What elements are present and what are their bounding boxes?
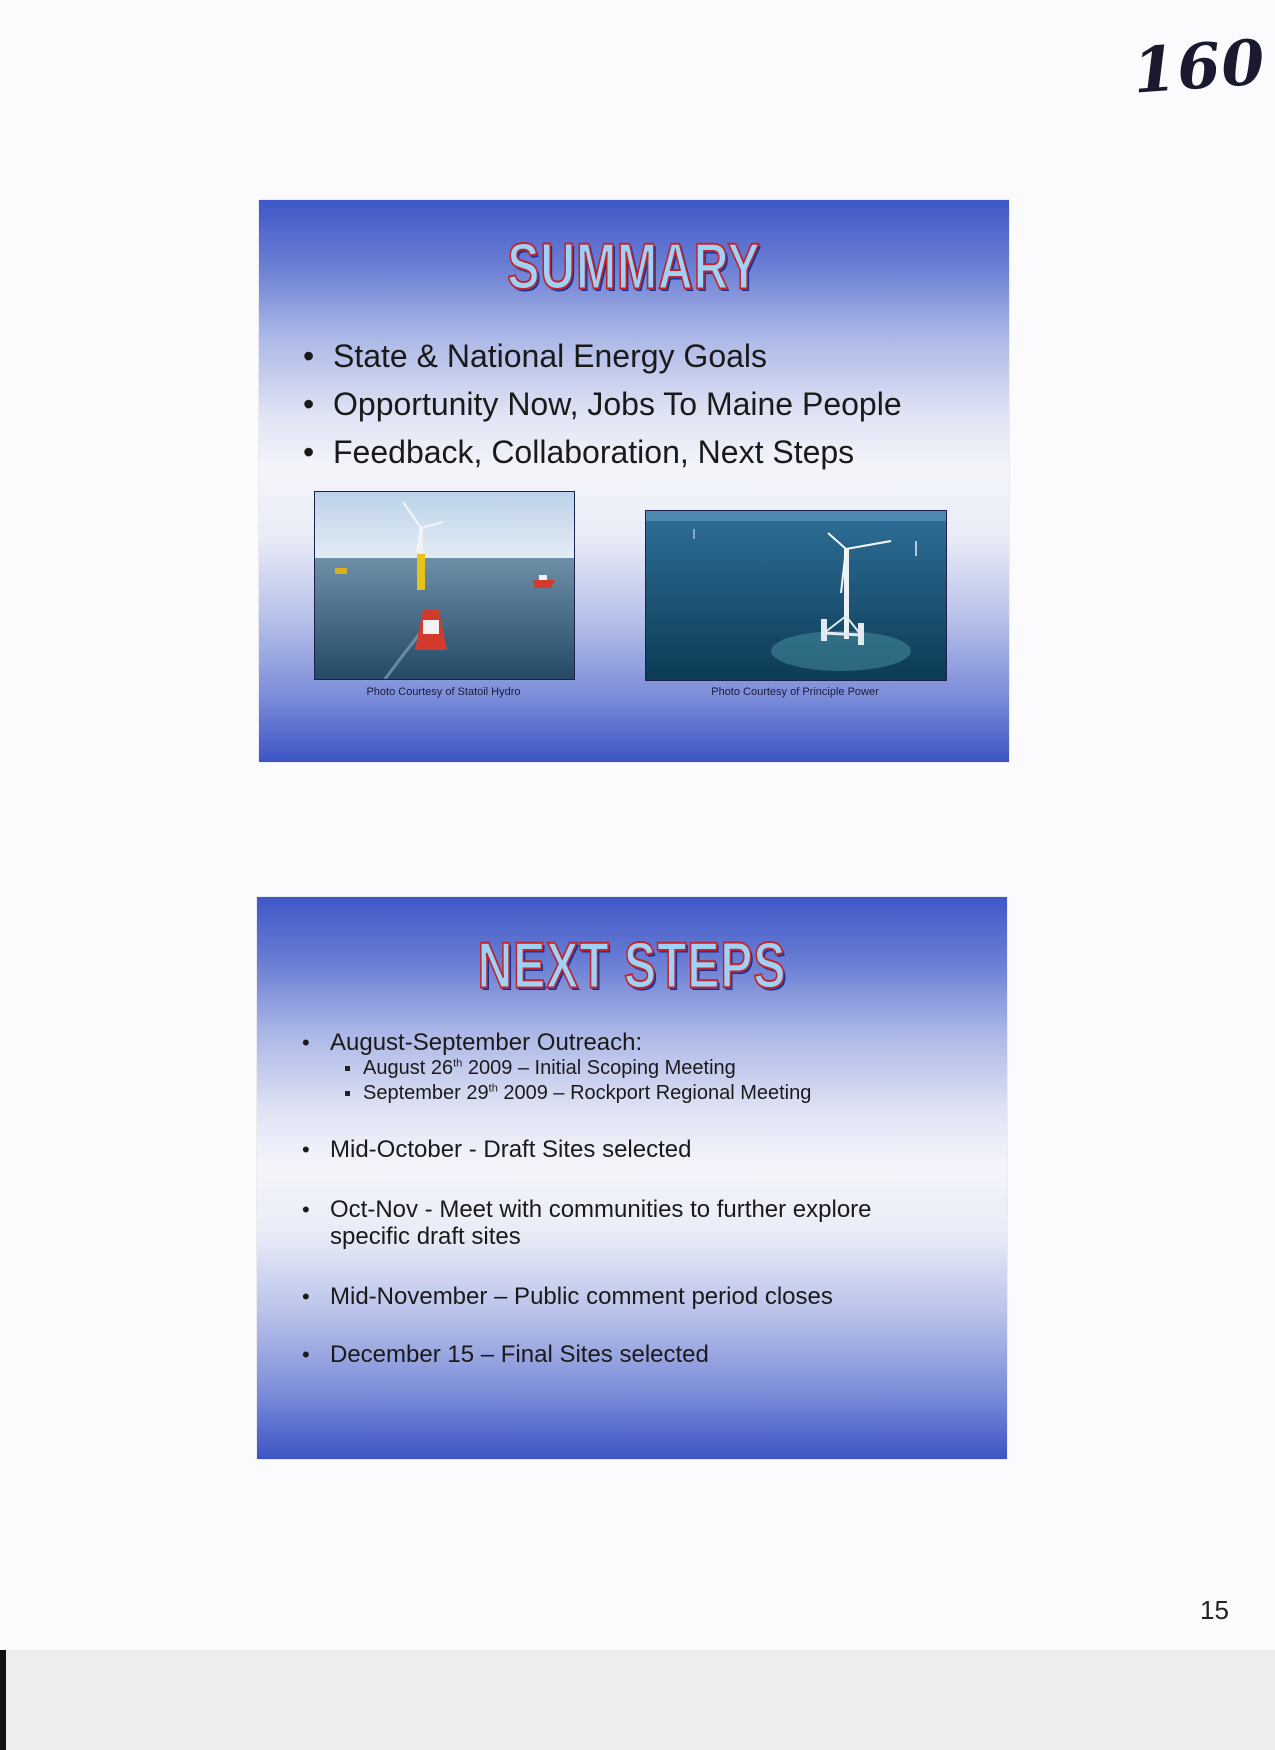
floating-turbine-photo [645, 510, 947, 681]
summary-bullet: • State & National Energy Goals [303, 338, 768, 374]
next-steps-bullet: • Oct-Nov - Meet with communities to further explore specific draft sites [302, 1196, 872, 1250]
outreach-bullet: • August-September Outreach: August 26th 2009 – Initial Scoping Meeting September 29th 2009 – Rockport Regional Meeting [330, 1029, 960, 1106]
next-steps-slide [257, 897, 1007, 1459]
scan-bottom-margin [0, 1650, 1275, 1750]
summary-slide [259, 200, 1009, 762]
turbine-ship-photo [314, 491, 575, 680]
next-steps-bullet: • December 15 – Final Sites selected [302, 1341, 709, 1368]
next-steps-title: NEXT STEPS [477, 930, 787, 1003]
scan-edge-mark [0, 1650, 6, 1750]
photo-caption-principle-power: Photo Courtesy of Principle Power [711, 686, 879, 698]
outreach-sublist [330, 1056, 960, 1106]
outreach-meeting-item: August 26th 2009 – Initial Scoping Meeting [363, 1056, 960, 1081]
summary-bullet-list [303, 332, 902, 476]
page-number: 15 [1200, 1595, 1229, 1625]
photo-caption-statoil: Photo Courtesy of Statoil Hydro [366, 686, 521, 698]
summary-bullet: • Feedback, Collaboration, Next Steps [303, 434, 855, 470]
summary-title: SUMMARY [507, 231, 761, 304]
next-steps-bullet-list [302, 1029, 960, 1368]
next-steps-bullet: • Mid-November – Public comment period closes [302, 1283, 833, 1310]
summary-bullet: • Opportunity Now, Jobs To Maine People [303, 386, 902, 422]
handwritten-page-number: 160 [1130, 25, 1268, 108]
next-steps-bullet: • Mid-October - Draft Sites selected [302, 1136, 692, 1163]
outreach-meeting-item: September 29th 2009 – Rockport Regional Meeting [363, 1081, 960, 1106]
